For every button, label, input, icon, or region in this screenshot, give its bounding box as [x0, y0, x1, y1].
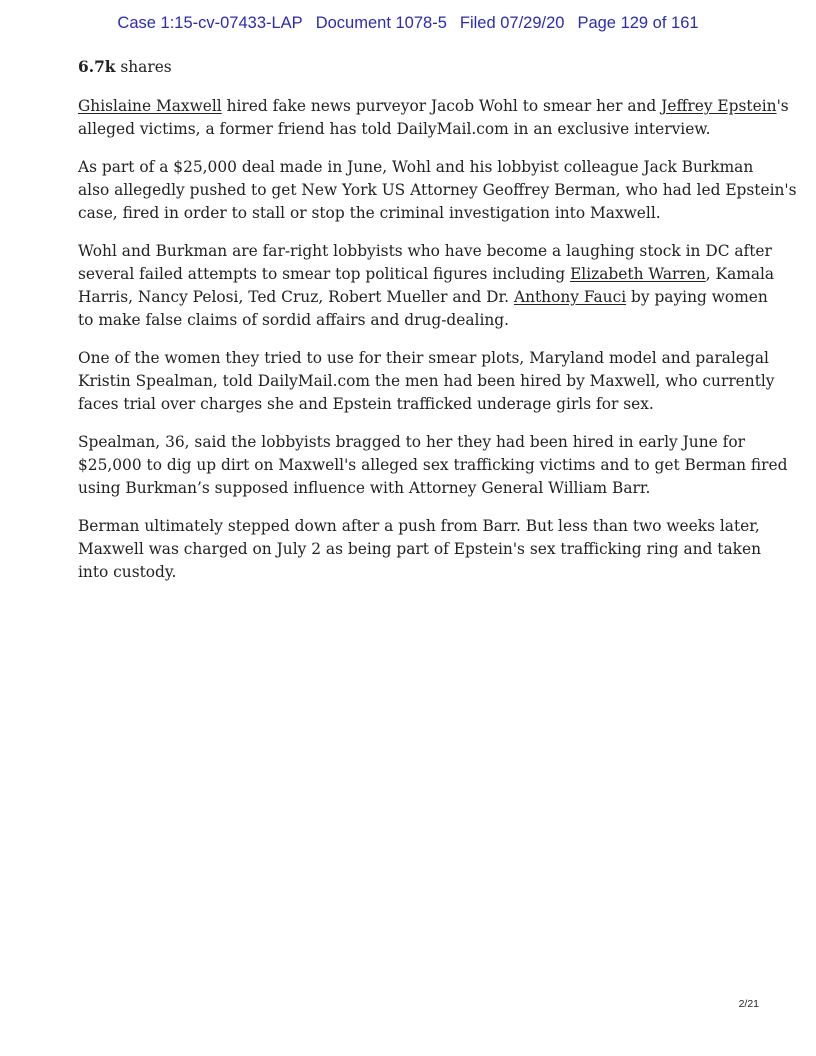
paragraph-line: case, fired in order to stall or stop the criminal investigation into Maxwell. — [78, 204, 661, 222]
paragraph-6 — [78, 515, 761, 584]
article-body — [78, 56, 797, 599]
paragraph-line: $25,000 to dig up dirt on Maxwell's alleged sex trafficking victims and to get Berman fired — [78, 456, 788, 474]
paragraph-5 — [78, 431, 788, 500]
paragraph-3 — [78, 240, 775, 332]
paragraph-line — [78, 263, 775, 286]
paragraph-line: Kristin Spealman, told DailyMail.com the men had been hired by Maxwell, who currently — [78, 372, 775, 390]
paragraph-line: to make false claims of sordid affairs and drug-dealing. — [78, 311, 510, 329]
text-run: 's — [776, 97, 789, 115]
share-count-label: shares — [115, 58, 172, 76]
paragraph-line: As part of a $25,000 deal made in June, Wohl and his lobbyist colleague Jack Burkman — [78, 158, 754, 176]
text-run: Harris, Nancy Pelosi, Ted Cruz, Robert Mueller and Dr. — [78, 288, 514, 306]
link-elizabeth-warren[interactable]: Elizabeth Warren — [570, 265, 706, 283]
paragraph-line: also allegedly pushed to get New York US Attorney Geoffrey Berman, who had led Epstein's — [78, 181, 797, 199]
paragraph-2 — [78, 156, 797, 225]
text-run: several failed attempts to smear top political figures including — [78, 265, 571, 283]
paragraph-line: Wohl and Burkman are far-right lobbyists who have become a laughing stock in DC after — [78, 242, 772, 260]
court-filing-header — [0, 14, 816, 33]
document-number: Document 1078-5 — [315, 14, 447, 32]
page-indicator: 2/21 — [738, 998, 759, 1010]
paragraph-line: Spealman, 36, said the lobbyists bragged to her they had been hired in early June for — [78, 433, 745, 451]
share-count — [78, 56, 746, 79]
paragraph-line: faces trial over charges she and Epstein trafficked underage girls for sex. — [78, 395, 654, 413]
share-count-value: 6.7k — [78, 58, 116, 76]
paragraph-line: Maxwell was charged on July 2 as being part of Epstein's sex trafficking ring and taken — [78, 540, 761, 558]
paragraph-line: alleged victims, a former friend has told DailyMail.com in an exclusive interview. — [78, 120, 711, 138]
paragraph-line: into custody. — [78, 563, 177, 581]
paragraph-4 — [78, 347, 775, 416]
filed-date: Filed 07/29/20 — [459, 14, 565, 32]
link-anthony-fauci[interactable]: Anthony Fauci — [513, 288, 627, 306]
link-ghislaine-maxwell[interactable]: Ghislaine Maxwell — [78, 97, 222, 115]
paragraph-1 — [78, 95, 789, 141]
case-number: Case 1:15-cv-07433-LAP — [117, 14, 303, 32]
paragraph-line — [78, 286, 768, 309]
text-run: , Kamala — [705, 265, 775, 283]
page-number: Page 129 of 161 — [577, 14, 699, 32]
paragraph-line: One of the women they tried to use for their smear plots, Maryland model and paralegal — [78, 349, 769, 367]
paragraph-line — [78, 95, 789, 118]
paragraph-line: Berman ultimately stepped down after a push from Barr. But less than two weeks later, — [78, 517, 760, 535]
text-run: hired fake news purveyor Jacob Wohl to smear her and — [221, 97, 662, 115]
text-run: by paying women — [626, 288, 768, 306]
link-jeffrey-epstein[interactable]: Jeffrey Epstein — [661, 97, 777, 115]
paragraph-line: using Burkman’s supposed influence with Attorney General William Barr. — [78, 479, 651, 497]
